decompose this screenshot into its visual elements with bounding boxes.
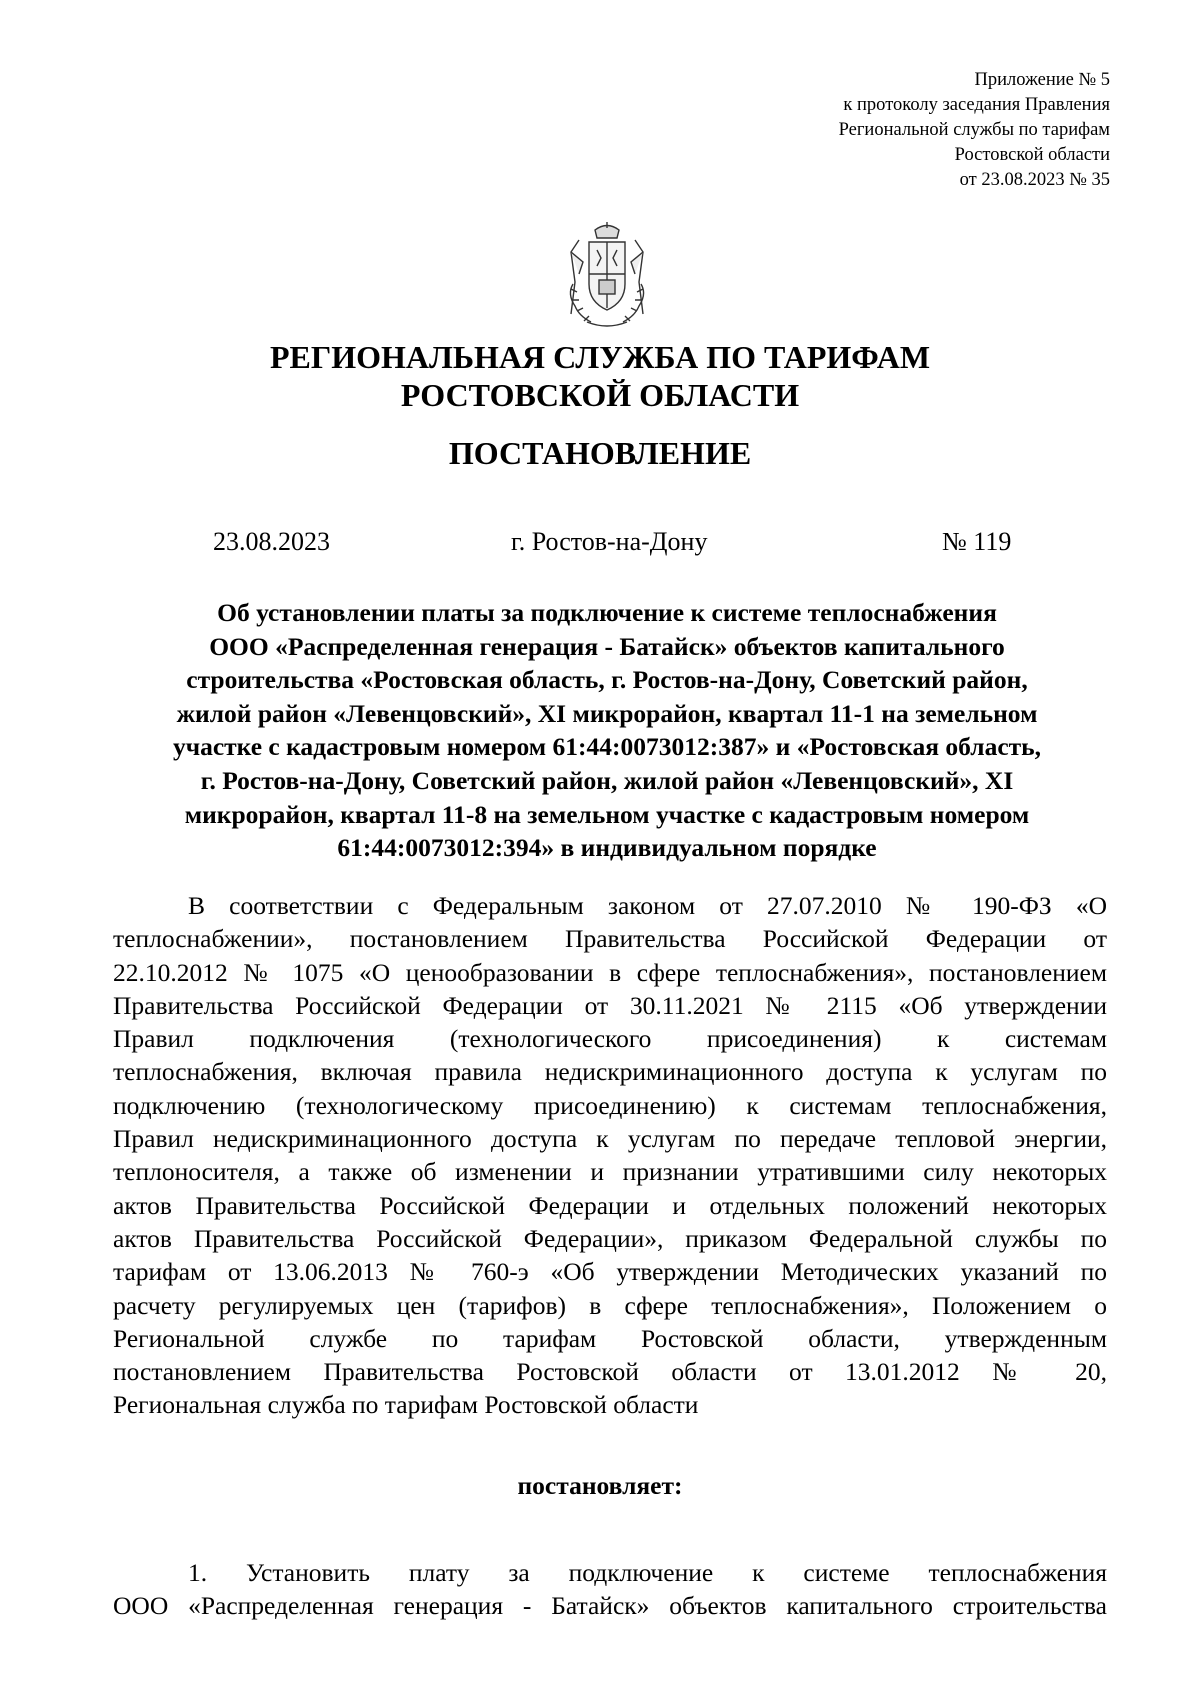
preamble-line: 22.10.2012 № 1075 «О ценообразовании в сфере теплоснабжения», постановлением: [113, 957, 1107, 987]
title-line: строительства «Ростовская область, г. Ростов-на-Дону, Советский район,: [186, 665, 1028, 695]
title-line: ООО «Распределенная генерация - Батайск» объектов капитального: [209, 631, 1005, 661]
preamble-line: постановлением Правительства Ростовской области от 13.01.2012 № 20,: [113, 1357, 1107, 1387]
preamble-line: Правил недискриминационного доступа к услугам по передаче тепловой энергии,: [113, 1124, 1107, 1154]
clause-1: [113, 1556, 1107, 1623]
preamble-paragraph: [113, 889, 1107, 1422]
document-date: 23.08.2023: [213, 527, 330, 556]
organization-name: [0, 338, 1200, 414]
preamble-line: актов Правительства Российской Федерации и отдельных положений некоторых: [113, 1190, 1107, 1220]
document-title: [110, 596, 1104, 865]
appendix-block: [690, 68, 1110, 193]
preamble-line: расчету регулируемых цен (тарифов) в сфере теплоснабжения», Положением о: [113, 1290, 1107, 1320]
clause-line: ООО «Распределенная генерация - Батайск» объектов капитального строительства: [113, 1591, 1107, 1621]
appendix-line: Приложение № 5: [974, 70, 1110, 90]
appendix-line: от 23.08.2023 № 35: [959, 170, 1110, 190]
title-line: участке с кадастровым номером 61:44:0073012:387» и «Ростовская область,: [172, 732, 1042, 762]
preamble-line: тарифам от 13.06.2013 № 760-э «Об утверждении Методических указаний по: [113, 1257, 1107, 1287]
preamble-line: Правил подключения (технологического присоединения) к системам: [113, 1024, 1107, 1054]
preamble-line: В соответствии с Федеральным законом от 27.07.2010 № 190-ФЗ «О: [188, 891, 1107, 920]
title-line: Об установлении платы за подключение к системе теплоснабжения: [217, 598, 997, 627]
document-number: № 119: [942, 527, 1012, 556]
appendix-line: к протоколу заседания Правления: [843, 95, 1110, 115]
preamble-line: актов Правительства Российской Федерации», приказом Федеральной службы по: [113, 1223, 1107, 1253]
preamble-line: теплоносителя, а также об изменении и признании утратившими силу некоторых: [113, 1157, 1107, 1187]
preamble-line: Правительства Российской Федерации от 30.11.2021 № 2115 «Об утверждении: [113, 990, 1107, 1020]
preamble-line: подключению (технологическому присоединению) к системам теплоснабжения,: [113, 1090, 1107, 1120]
title-line: г. Ростов-на-Дону, Советский район, жилой район «Левенцовский», XI: [200, 765, 1014, 795]
preamble-line: теплоснабжения, включая правила недискриминационного доступа к услугам по: [113, 1057, 1107, 1087]
org-line: РЕГИОНАЛЬНАЯ СЛУЖБА ПО ТАРИФАМ: [269, 339, 931, 375]
title-line: 61:44:0073012:394» в индивидуальном порядке: [337, 833, 877, 863]
preamble-line: Региональной службе по тарифам Ростовской области, утвержденным: [113, 1323, 1107, 1353]
coat-of-arms-icon: [557, 222, 657, 330]
title-line: жилой район «Левенцовский», XI микрорайон, квартал 11-1 на земельном: [176, 698, 1038, 728]
appendix-line: Региональной службы по тарифам: [838, 120, 1110, 140]
org-line: РОСТОВСКОЙ ОБЛАСТИ: [400, 377, 800, 413]
title-line: микрорайон, квартал 11-8 на земельном участке с кадастровым номером: [184, 799, 1030, 829]
preamble-line: теплоснабжении», постановлением Правительства Российской Федерации от: [113, 924, 1107, 954]
document-city: г. Ростов-на-Дону: [511, 527, 708, 556]
clause-line: 1. Установить плату за подключение к системе теплоснабжения: [188, 1558, 1107, 1587]
decides-heading: постановляет:: [517, 1471, 683, 1500]
appendix-line: Ростовской области: [954, 145, 1110, 165]
document-type: ПОСТАНОВЛЕНИЕ: [448, 435, 752, 471]
preamble-line: Региональная служба по тарифам Ростовской области: [113, 1390, 699, 1420]
